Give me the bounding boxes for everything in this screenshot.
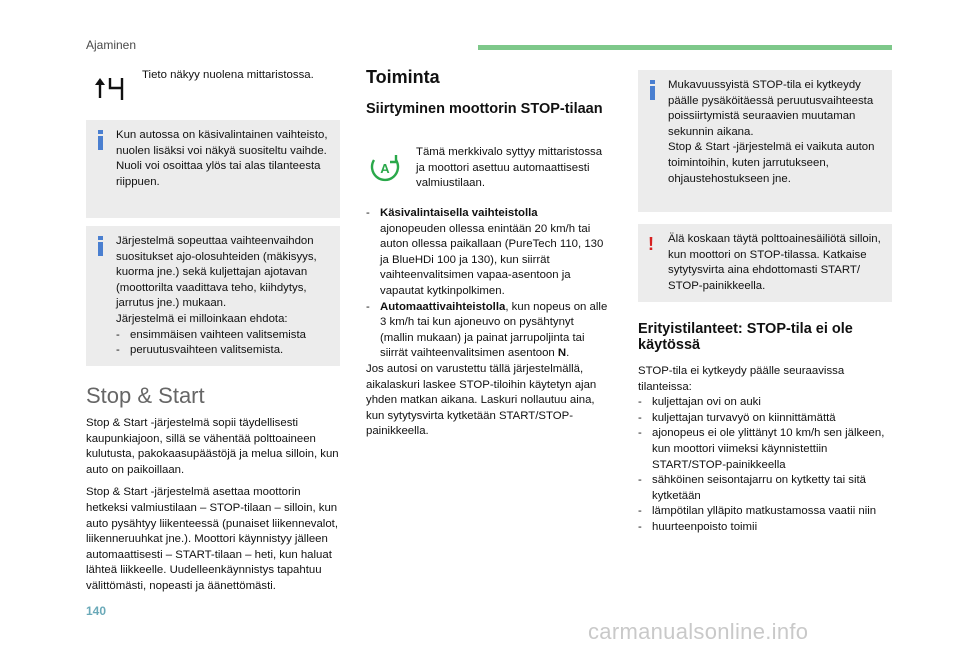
info-text: Mukavuussyistä STOP-tila ei kytkeydy päälle pysäköitäessä peruutusvaihteesta poissiirtymistä seuraavien muutaman sekunnin aikana. [668, 79, 874, 138]
warning-icon: ! [648, 234, 654, 254]
info-box-system [86, 226, 340, 366]
list-item: - kuljettajan turvavyö on kiinnittämättä [638, 411, 836, 424]
list-item: - ensimmäisen vaihteen valitsemista [116, 328, 306, 341]
indicator-letter: A [380, 161, 390, 176]
list-item: - Käsivalintaisella vaihteistolla ajonopeuden ollessa enintään 20 km/h tai auton ollessa paikallaan (PureTech 110, 130 ja BlueHDi 100 ja 130), kun siirrät vaihteenvalitsimen vapaa-asentoon ja vapautat kytkinpolkimen. [366, 207, 604, 297]
stop-conditions [366, 206, 610, 440]
info-box-suggested-gear [86, 120, 340, 218]
section-header: Ajaminen [86, 38, 137, 52]
gear-indicator-icon [92, 72, 128, 104]
info-text: Järjestelmä sopeuttaa vaihteenvaihdon suositukset ajo-olosuhteiden (mäkisyys, kuorma jne.) sekä kuljettajan ajotavan (moottorilta vaadittava teho, kiihdytys, jarrutus jne.) mukaan. [116, 235, 317, 310]
page-heading: Stop & Start [86, 383, 205, 408]
list-item: - sähköinen seisontajarru on kytketty tai sitä kytketään [638, 474, 867, 502]
list-item: - huurteenpoisto toimii [638, 520, 758, 533]
info-text: Stop & Start -järjestelmä ei vaikuta auton toimintoihin, kuten jarrutukseen, ohjaustehostukseen jne. [668, 141, 875, 185]
list-item: - lämpötilan ylläpito matkustamossa vaatii niin [638, 505, 877, 518]
special-situations [638, 364, 892, 536]
stop-indicator-icon [368, 152, 402, 182]
warning-text: Älä koskaan täytä polttoainesäiliötä silloin, kun moottori on STOP-tilassa. Katkaise sytytysvirta aina ehdottomasti START/ STOP-painikkeella. [668, 233, 881, 292]
info-icon [98, 130, 103, 150]
gear-info-text: Tieto näkyy nuolena mittaristossa. [142, 69, 314, 81]
info-text: Kun autossa on käsivalintainen vaihteisto, nuolen lisäksi voi näkyä suositeltu vaihde. Nuoli voi osoittaa ylös tai alas tilanteesta riippuen. [116, 129, 328, 188]
indicator-text: Tämä merkkivalo syttyy mittaristossa ja moottori asettuu automaattisesti valmiustilaan. [416, 146, 603, 190]
paragraph: Stop & Start -järjestelmä sopii täydellisesti kaupunkiajoon, sillä se vähentää polttoaineen kulutusta, pakokaasupäästöjä ja melua silloin, kun auto on paikoillaan. [86, 417, 339, 476]
paragraph: Stop & Start -järjestelmä asettaa moottorin hetkeksi valmiustilaan – STOP-tilaan – silloin, kun auto pysähtyy liikenteessä (punaiset liikennevalot, liikenneruuhkat jne.). Moottori käynnistyy jälleen automaattisesti – START-tilaan – heti, kun haluat lähteä liikkeelle. Uudelleenkäynnistys tapahtuu välittömästi, nopeasti ja äänettömästi. [86, 486, 339, 592]
info-text: Järjestelmä ei milloinkaan ehdota: [116, 312, 288, 325]
section-header-bar [478, 45, 892, 50]
warning-box [638, 224, 892, 302]
info-box-comfort [638, 70, 892, 212]
stop-start-text [86, 416, 344, 595]
list-item: - kuljettajan ovi on auki [638, 396, 761, 409]
list-item: - ajonopeus ei ole ylittänyt 10 km/h sen jälkeen, kun moottori viimeksi käynnistettiin START/STOP-painikkeella [638, 427, 885, 471]
info-icon [98, 236, 103, 256]
watermark: carmanualsonline.info [588, 619, 809, 644]
list-item: - Automaattivaihteistolla, kun nopeus on alle 3 km/h tai kun ajoneuvo on pysähtynyt (mallin mukaan) ja painat jarrupoljinta tai siirrät vaihteenvalitsimen asentoon N. [366, 300, 608, 360]
info-icon [650, 80, 655, 100]
page-number: 140 [86, 604, 107, 618]
subsection-title: Erityistilanteet: STOP-tila ei ole käytössä [638, 321, 853, 353]
section-title: Toiminta [366, 67, 440, 87]
list-item: - peruutusvaihteen valitsemista. [116, 344, 284, 357]
paragraph: Jos autosi on varustettu tällä järjestelmällä, aikalaskuri laskee STOP-tiloihin käytetyn ajan yhden matkan aikana. Laskuri nollautuu aina, kun sytytysvirta kytketään START/STOP-painikkeella. [366, 362, 597, 438]
paragraph: STOP-tila ei kytkeydy päälle seuraavissa tilanteissa: [638, 365, 845, 393]
subsection-title: Siirtyminen moottorin STOP-tilaan [366, 101, 603, 117]
